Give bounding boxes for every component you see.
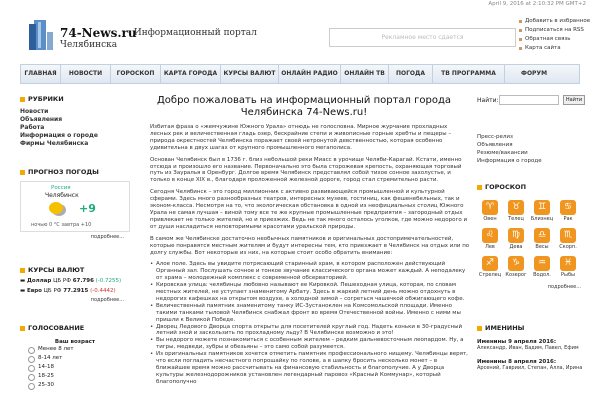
rubric-news[interactable]: Новости	[20, 108, 49, 115]
nav-news[interactable]: НОВОСТИ	[61, 65, 111, 83]
horoscope-sign[interactable]	[477, 228, 503, 254]
main-nav	[20, 64, 580, 84]
list-item: • Дворец Ледового Дворца спорта открыты для посетителей круглый год. Надеть коньки в 30-градусный летний зной и заскользить по прохладному льду? В Челябинске возможно и это!	[156, 324, 470, 338]
search-button[interactable]: Найти	[563, 95, 585, 105]
weather-block	[20, 168, 130, 240]
currency-usd: ▬ Доллар ЦБ РФ 67.796 (-0.7255)	[20, 278, 122, 284]
sign-name: Овен	[483, 216, 497, 222]
nav-weather[interactable]: ПОГОДА	[389, 65, 433, 83]
weather-title: ПРОГНОЗ ПОГОДЫ	[20, 168, 130, 177]
history-paragraph: Основан Челябинск был в 1736 г. близ небольшой реки Миасс в урочище Челяби-Карагай. Кстати, именно отсюда и произошло его название. Первоначально это была сторожевая крепость, охраняющая торговый путь из Зауралья в Оренбург. Долгое время Челябинск представлял собой тихое сонное захолустье, и только в конце XIX в., благодаря проложенной железной дороге, город стал стремительно расти.	[150, 156, 462, 184]
zodiac-icon: ♈	[482, 200, 498, 215]
horoscope-sign[interactable]	[477, 256, 503, 282]
list-item: • Из оригинальных памятников хочется отметить памятник профессионального нищему. Челябинцы верят, что если погладить несчастного попрошайку по голове, а в шапку бросить несколько монет – в ближайшее время можно рассчитывать на финансовую стабильность и благополучие. А у Дворца культуры железнодорожников установлен легендарный паровоз «Красный Коммунар», который благополучно	[156, 351, 470, 386]
resume-link[interactable]: Резюме/вакансии	[477, 150, 528, 156]
rubric-ads[interactable]: Объявления	[20, 116, 63, 123]
rubrics-title: РУБРИКИ	[20, 95, 130, 104]
sights-paragraph: В самом же Челябинске достаточно необычных памятников и оригинальных достопримечательностей, которые понравятся местным жителям и будут интересны тем, кто приезжает в Челябинск на отдых или по долгу службы. Вот некоторые из них, на которые стоит особо обратить внимание:	[150, 235, 470, 256]
namedays-title: ИМЕНИНЫ	[477, 324, 587, 333]
weather-night: ночью 0 °C завтра +10	[31, 222, 92, 228]
weather-country: Россия	[51, 185, 71, 191]
weather-widget[interactable]	[20, 181, 130, 232]
nav-tv-program[interactable]: ТВ ПРОГРАММА	[433, 65, 505, 83]
horoscope-sign[interactable]	[555, 228, 581, 254]
ad-banner-placeholder[interactable]: Рекламное место сдается	[329, 28, 516, 47]
right-sidebar	[477, 95, 587, 165]
horoscope-sign[interactable]	[555, 200, 581, 226]
site-city: Челябинска	[60, 40, 118, 50]
weather-more-link[interactable]: подробнее...	[90, 234, 124, 240]
nameday-date: Именины 8 апреля 2016:	[477, 358, 557, 365]
sign-name: Стрелец	[478, 272, 502, 278]
poll-title: ГОЛОСОВАНИЕ	[20, 324, 130, 333]
zodiac-icon: ♑	[508, 256, 524, 271]
zodiac-icon: ♌	[482, 228, 498, 243]
sign-name: Козерог	[505, 272, 527, 278]
partly-cloudy-icon	[49, 202, 63, 214]
poll-block	[20, 324, 130, 390]
nav-horoscope[interactable]: ГОРОСКОП	[111, 65, 161, 83]
sign-name: Лев	[485, 244, 495, 250]
list-item: • Величественный памятник знаменитому танку ИС-3устаноклен на Комсомольской площади. Именно такими танками тыловой Челябинск снабжал фронт во время Отечественной войны. Именно с ними мы пришли к Великой Победе.	[156, 303, 470, 324]
poll-option[interactable]: 14-18	[20, 363, 130, 372]
rss-link[interactable]: Подписаться на RSS	[519, 26, 599, 35]
horoscope-sign[interactable]	[477, 200, 503, 226]
zodiac-icon: ♒	[534, 256, 550, 271]
feedback-link[interactable]: Обратная связь	[519, 35, 599, 44]
sign-name: Рыбы	[561, 272, 575, 278]
poll-option[interactable]: 18-25	[20, 372, 130, 381]
usd-flag-icon: ▬	[20, 278, 27, 284]
sign-name: Телец	[508, 216, 524, 222]
weather-temp: +9	[79, 202, 96, 215]
list-item: • Алое поле. Здесь вы увидите потрясающий старинный храм, в котором расположен действующий Органный зал. Послушать сочное и тонкое звучание классического органа может каждый. А неподалеку от храма – молодежный комплекс с современной обсерваторией.	[156, 261, 470, 282]
horoscope-sign[interactable]	[503, 256, 529, 282]
top-bar	[0, 0, 600, 9]
site-logo[interactable]	[25, 18, 60, 53]
sign-name: Весы	[535, 244, 549, 250]
list-item: • Вы недорого можете познакомиться с особенным жителем – редким дальневосточным леопардом. Ну, а тигры, медведи, зубры и обезьяны – это само собой разумеется.	[156, 337, 470, 351]
nav-tv[interactable]: ОНЛАЙН ТВ	[341, 65, 389, 83]
ads-link[interactable]: Объявления	[477, 142, 513, 148]
sights-list	[138, 261, 470, 385]
zodiac-icon: ♐	[482, 256, 498, 271]
nameday-list: Александр, Иван, Вадим, Павел, Ефим	[477, 345, 579, 351]
list-item: • Кировская улица: челябинцы любовно называют ее Кировкой. Пешеходная улица, которая, по словам местных жителей, не уступает знаменитому Арбату. Здесь в жаркий летний день можно отдохнуть в недорогих кафешках на открытом воздухе, а холодной зимой – согреться чашечкой обжигающего кофе.	[156, 282, 470, 303]
nameday-date: Именины 9 апреля 2016:	[477, 339, 557, 345]
currency-eur: ▬ Евро ЦБ РФ 77.2915 (-0.4442)	[20, 288, 116, 294]
main-content	[138, 95, 470, 386]
current-date: April 9, 2016 at 2:10:32 PM GMT+2	[488, 1, 586, 7]
zodiac-icon: ♉	[508, 200, 524, 215]
horoscope-sign[interactable]	[529, 228, 555, 254]
zodiac-icon: ♋	[560, 200, 576, 215]
site-name[interactable]: 74-News.ru	[60, 26, 137, 40]
poll-option[interactable]: 8-14 лет	[20, 354, 130, 363]
site-search	[477, 95, 587, 105]
page-title: Добро пожаловать на информационный портал города Челябинска 74-News.ru!	[156, 95, 451, 118]
horoscope-block	[477, 183, 587, 290]
rubric-city-info[interactable]: Информация о городе	[20, 132, 98, 139]
search-label: Найти:	[477, 97, 499, 104]
sign-name: Близнец	[530, 216, 554, 222]
nav-currency[interactable]: КУРСЫ ВАЛЮТ	[221, 65, 279, 83]
poll-question: Ваш возраст	[54, 339, 96, 345]
poll-option[interactable]: Менее 8 лет	[20, 345, 130, 354]
horoscope-title: ГОРОСКОП	[477, 183, 587, 192]
zodiac-icon: ♓	[560, 256, 576, 271]
horoscope-sign[interactable]	[503, 228, 529, 254]
poll-option[interactable]: 25-30	[20, 381, 130, 390]
sitemap-link[interactable]: Карта сайта	[519, 44, 599, 53]
namedays-block	[477, 324, 587, 372]
nav-radio[interactable]: ОНЛАЙН РАДИО	[279, 65, 341, 83]
sign-name: Рак	[563, 216, 573, 222]
currency-title: КУРСЫ ВАЛЮТ	[20, 266, 130, 275]
currency-block	[20, 266, 130, 303]
zodiac-icon: ♏	[560, 228, 576, 243]
zodiac-icon: ♎	[534, 228, 550, 243]
horoscope-sign[interactable]	[555, 256, 581, 282]
nav-forum[interactable]: ФОРУМ	[521, 70, 548, 77]
nameday-list: Арсений, Гавриил, Степан, Алла, Ирина	[477, 364, 583, 371]
today-paragraph: Сегодня Челябинск – это город миллионник с активно развивающейся промышленной и культурной сферами. Здесь много разнообразных театров, интересных музеев, гостиниц, как фешенебельных, так и эконом-класса. Несмотря на то, что экологическая обстановка в одной из неофициальных столиц Южного Урала не самая лучшая – виной тому все те же крупные промышленные предприятия – загородный отдых привлекает не только жителей, но и приезжих. Ведь не так много осталось уголков, где можно недорого и от души насладиться неповторимыми красотами уральской природы.	[150, 189, 468, 230]
add-favorites-link[interactable]: Добавить в избранное	[519, 17, 599, 26]
sign-name: Водол.	[533, 272, 551, 278]
horoscope-sign[interactable]	[529, 200, 555, 226]
sign-name: Скорп.	[559, 244, 577, 250]
nav-city-map[interactable]: КАРТА ГОРОДА	[161, 65, 221, 83]
city-info-link[interactable]: Информация о городе	[477, 158, 542, 164]
horoscope-sign[interactable]	[503, 200, 529, 226]
site-tagline: - Информационный портал	[128, 28, 257, 38]
header-links	[519, 17, 599, 53]
horoscope-sign[interactable]	[529, 256, 555, 282]
horoscope-more-link[interactable]: подробнее...	[547, 284, 581, 290]
rubric-jobs[interactable]: Работа	[20, 124, 45, 131]
nav-home[interactable]: ГЛАВНАЯ	[21, 65, 61, 83]
currency-more-link[interactable]: подробнее...	[90, 297, 124, 303]
intro-paragraph: Избитая фраза о «жемчужине Южного Урала» отнюдь не голословна. Мирное журчание прохладных лесных рек и величественная гладь озер, бескрайние степи и живописные горные хребты и пещеры – природа окрестностей Челябинска поражает своей нетронутой девственностью, которая особенно удивительна в двух шагах от крупного промышленного мегаполиса.	[150, 124, 452, 151]
search-input[interactable]	[499, 95, 559, 105]
rubric-firms[interactable]: Фирмы Челябинска	[20, 140, 89, 147]
press-release-link[interactable]: Пресс-релиз	[477, 134, 513, 140]
sign-name: Дева	[509, 244, 523, 250]
rubrics-block	[20, 95, 130, 148]
weather-city: Челябинск	[45, 192, 79, 199]
zodiac-icon: ♍	[508, 228, 524, 243]
eur-flag-icon: ▬	[20, 288, 27, 294]
zodiac-icon: ♊	[534, 200, 550, 215]
